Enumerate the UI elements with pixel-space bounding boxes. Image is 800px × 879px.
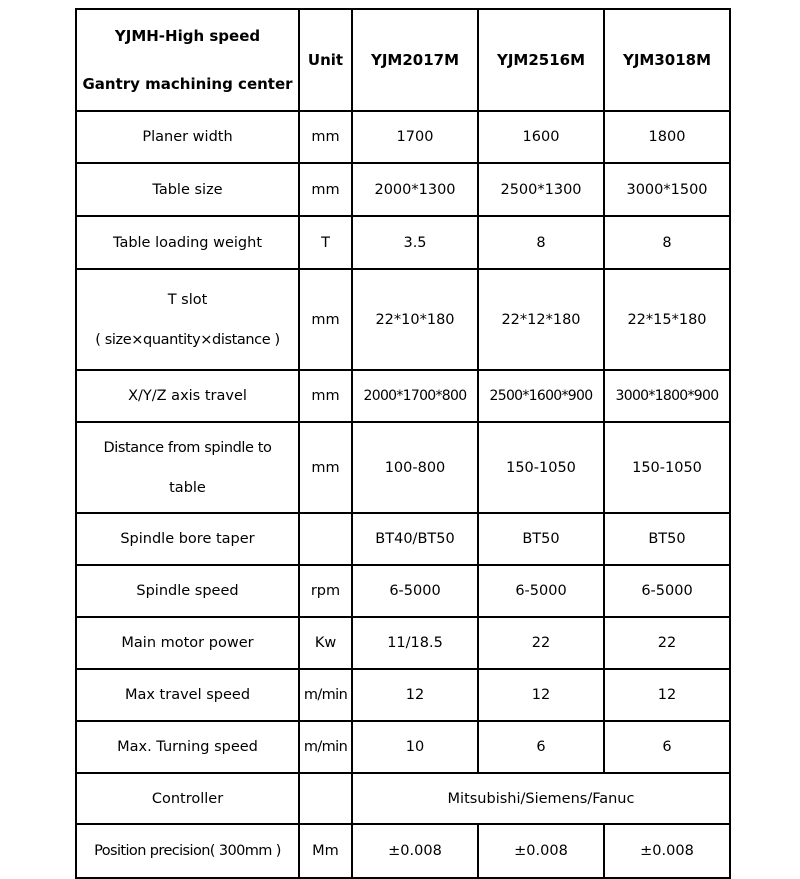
row-value: 22*10*180 (352, 269, 478, 370)
row-value: BT50 (478, 513, 604, 565)
table-row (76, 617, 730, 669)
row-label: Spindle speed (76, 565, 299, 617)
table-title-cell (76, 9, 299, 111)
row-label: Position precision( 300mm ) (76, 824, 299, 878)
row-label: Table loading weight (76, 216, 299, 269)
row-value: 1600 (478, 111, 604, 163)
row-value: 2000*1700*800 (352, 370, 478, 422)
table-row (76, 269, 730, 370)
table-row (76, 513, 730, 565)
table-row (76, 422, 730, 513)
row-value: 6 (478, 721, 604, 773)
row-value: 11/18.5 (352, 617, 478, 669)
row-value: 3000*1800*900 (604, 370, 730, 422)
row-value: 22 (604, 617, 730, 669)
row-value: 1700 (352, 111, 478, 163)
row-value: 12 (478, 669, 604, 721)
row-value: 8 (478, 216, 604, 269)
unit-header: Unit (299, 9, 352, 111)
row-label: Main motor power (76, 617, 299, 669)
row-label: Table size (76, 163, 299, 216)
row-unit: T (299, 216, 352, 269)
row-value: 1800 (604, 111, 730, 163)
row-merged-value: Mitsubishi/Siemens/Fanuc (352, 773, 730, 824)
row-value: 22 (478, 617, 604, 669)
row-unit: mm (299, 111, 352, 163)
row-value: 150-1050 (478, 422, 604, 513)
row-unit: mm (299, 422, 352, 513)
model-header-2: YJM2516M (478, 9, 604, 111)
row-value: 8 (604, 216, 730, 269)
row-value: 2000*1300 (352, 163, 478, 216)
row-label: Max travel speed (76, 669, 299, 721)
row-value: 150-1050 (604, 422, 730, 513)
table-row (76, 669, 730, 721)
row-label-line2: table (169, 479, 206, 496)
row-value: 6-5000 (352, 565, 478, 617)
row-unit: m/min (299, 721, 352, 773)
row-label (76, 269, 299, 370)
row-value: 6 (604, 721, 730, 773)
row-value: BT40/BT50 (352, 513, 478, 565)
row-value: 12 (352, 669, 478, 721)
row-value: 3000*1500 (604, 163, 730, 216)
row-unit (299, 773, 352, 824)
model-header-1: YJM2017M (352, 9, 478, 111)
row-unit: mm (299, 163, 352, 216)
row-label (76, 422, 299, 513)
row-unit: Kw (299, 617, 352, 669)
table-row (76, 773, 730, 824)
header-row (76, 9, 730, 111)
row-unit (299, 513, 352, 565)
row-unit: m/min (299, 669, 352, 721)
row-label: Spindle bore taper (76, 513, 299, 565)
row-value: ±0.008 (352, 824, 478, 878)
table-row (76, 370, 730, 422)
row-value: 2500*1300 (478, 163, 604, 216)
row-label-line1: T slot (167, 291, 208, 308)
row-value: 6-5000 (604, 565, 730, 617)
row-value: 10 (352, 721, 478, 773)
table-row (76, 565, 730, 617)
table-row (76, 721, 730, 773)
spec-table (75, 8, 731, 879)
row-value: 12 (604, 669, 730, 721)
row-value: 3.5 (352, 216, 478, 269)
row-unit: mm (299, 370, 352, 422)
row-label: Planer width (76, 111, 299, 163)
row-value: ±0.008 (604, 824, 730, 878)
row-label-line2: ( size×quantity×distance ) (95, 331, 280, 348)
row-unit: Mm (299, 824, 352, 878)
table-row (76, 216, 730, 269)
model-header-3: YJM3018M (604, 9, 730, 111)
row-label: X/Y/Z axis travel (76, 370, 299, 422)
row-value: 2500*1600*900 (478, 370, 604, 422)
row-value: 22*15*180 (604, 269, 730, 370)
row-value: 6-5000 (478, 565, 604, 617)
row-value: 22*12*180 (478, 269, 604, 370)
row-label: Max. Turning speed (76, 721, 299, 773)
row-value: 100-800 (352, 422, 478, 513)
row-value: BT50 (604, 513, 730, 565)
row-label: Controller (76, 773, 299, 824)
row-value: ±0.008 (478, 824, 604, 878)
table-row (76, 111, 730, 163)
row-unit: mm (299, 269, 352, 370)
table-title-line1: YJMH-High speed (114, 27, 261, 45)
row-unit: rpm (299, 565, 352, 617)
table-row (76, 824, 730, 878)
table-title-line2: Gantry machining center (82, 75, 293, 93)
table-row (76, 163, 730, 216)
row-label-line1: Distance from spindle to (103, 439, 272, 456)
